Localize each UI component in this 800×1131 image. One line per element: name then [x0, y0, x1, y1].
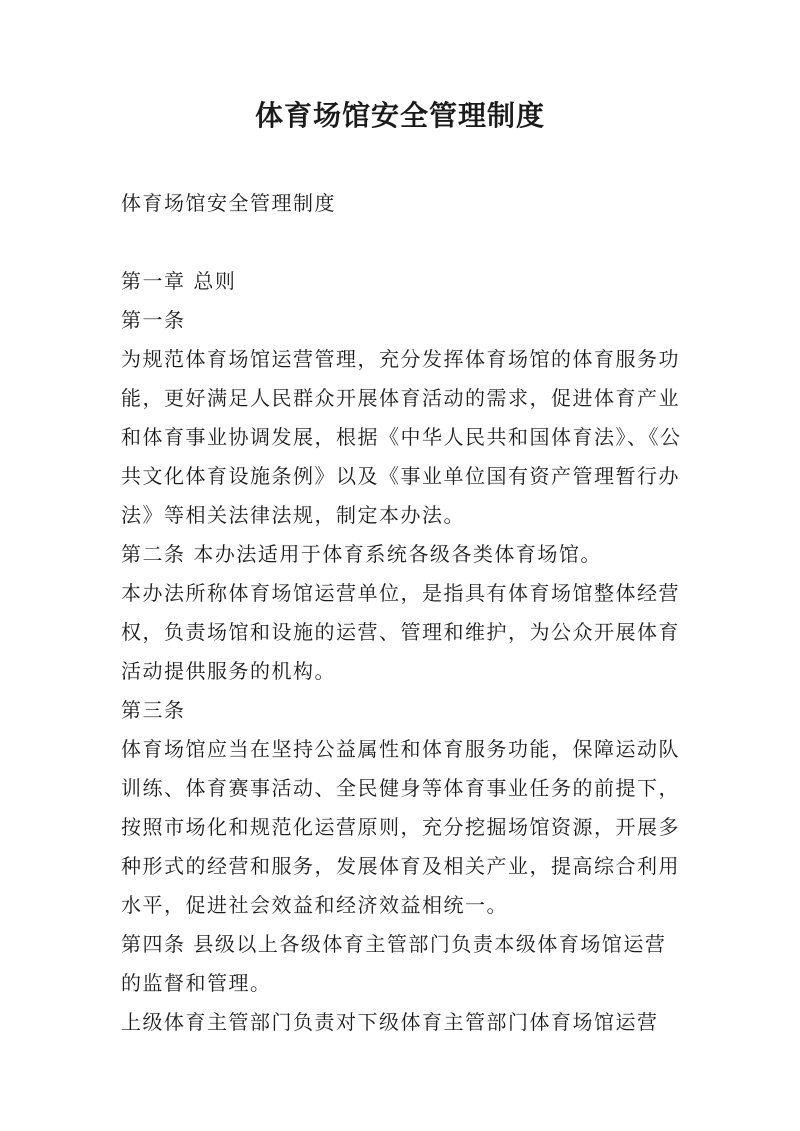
text-line: 和体育事业协调发展，根据《中华人民共和国体育法》、《公	[121, 425, 682, 449]
chapter-heading: 第一章 总则	[121, 269, 237, 293]
text-line: 能，更好满足人民群众开展体育活动的需求，促进体育产业	[121, 386, 680, 410]
document-title: 体育场馆安全管理制度	[254, 99, 545, 132]
text-line: 水平，促进社会效益和经济效益相统一。	[121, 893, 508, 917]
text-line: 种形式的经营和服务，发展体育及相关产业，提高综合利用	[121, 854, 680, 878]
article-heading: 第四条 县级以上各级体育主管部门负责本级体育场馆运营	[121, 932, 667, 956]
document-subtitle: 体育场馆安全管理制度	[121, 191, 336, 215]
document-body	[121, 184, 687, 1042]
text-line: 的监督和管理。	[121, 971, 272, 995]
text-line: 按照市场化和规范化运营原则，充分挖掘场馆资源，开展多	[121, 815, 680, 839]
text-line: 本办法所称体育场馆运营单位，是指具有体育场馆整体经营	[121, 581, 680, 605]
text-line: 训练、体育赛事活动、全民健身等体育事业任务的前提下，	[121, 776, 680, 800]
text-line: 共文化体育设施条例》以及《事业单位国有资产管理暂行办	[121, 464, 680, 488]
text-line: 权，负责场馆和设施的运营、管理和维护，为公众开展体育	[121, 620, 680, 644]
article-heading: 第一条	[121, 308, 186, 332]
text-line: 体育场馆应当在坚持公益属性和体育服务功能，保障运动队	[121, 737, 680, 761]
article-heading: 第三条	[121, 698, 186, 722]
text-line: 法》等相关法律法规，制定本办法。	[121, 503, 465, 527]
text-line: 活动提供服务的机构。	[121, 659, 336, 683]
article-heading: 第二条 本办法适用于体育系统各级各类体育场馆。	[121, 542, 602, 566]
text-line: 上级体育主管部门负责对下级体育主管部门体育场馆运营	[121, 1010, 659, 1034]
text-line: 为规范体育场馆运营管理，充分发挥体育场馆的体育服务功	[121, 347, 680, 371]
